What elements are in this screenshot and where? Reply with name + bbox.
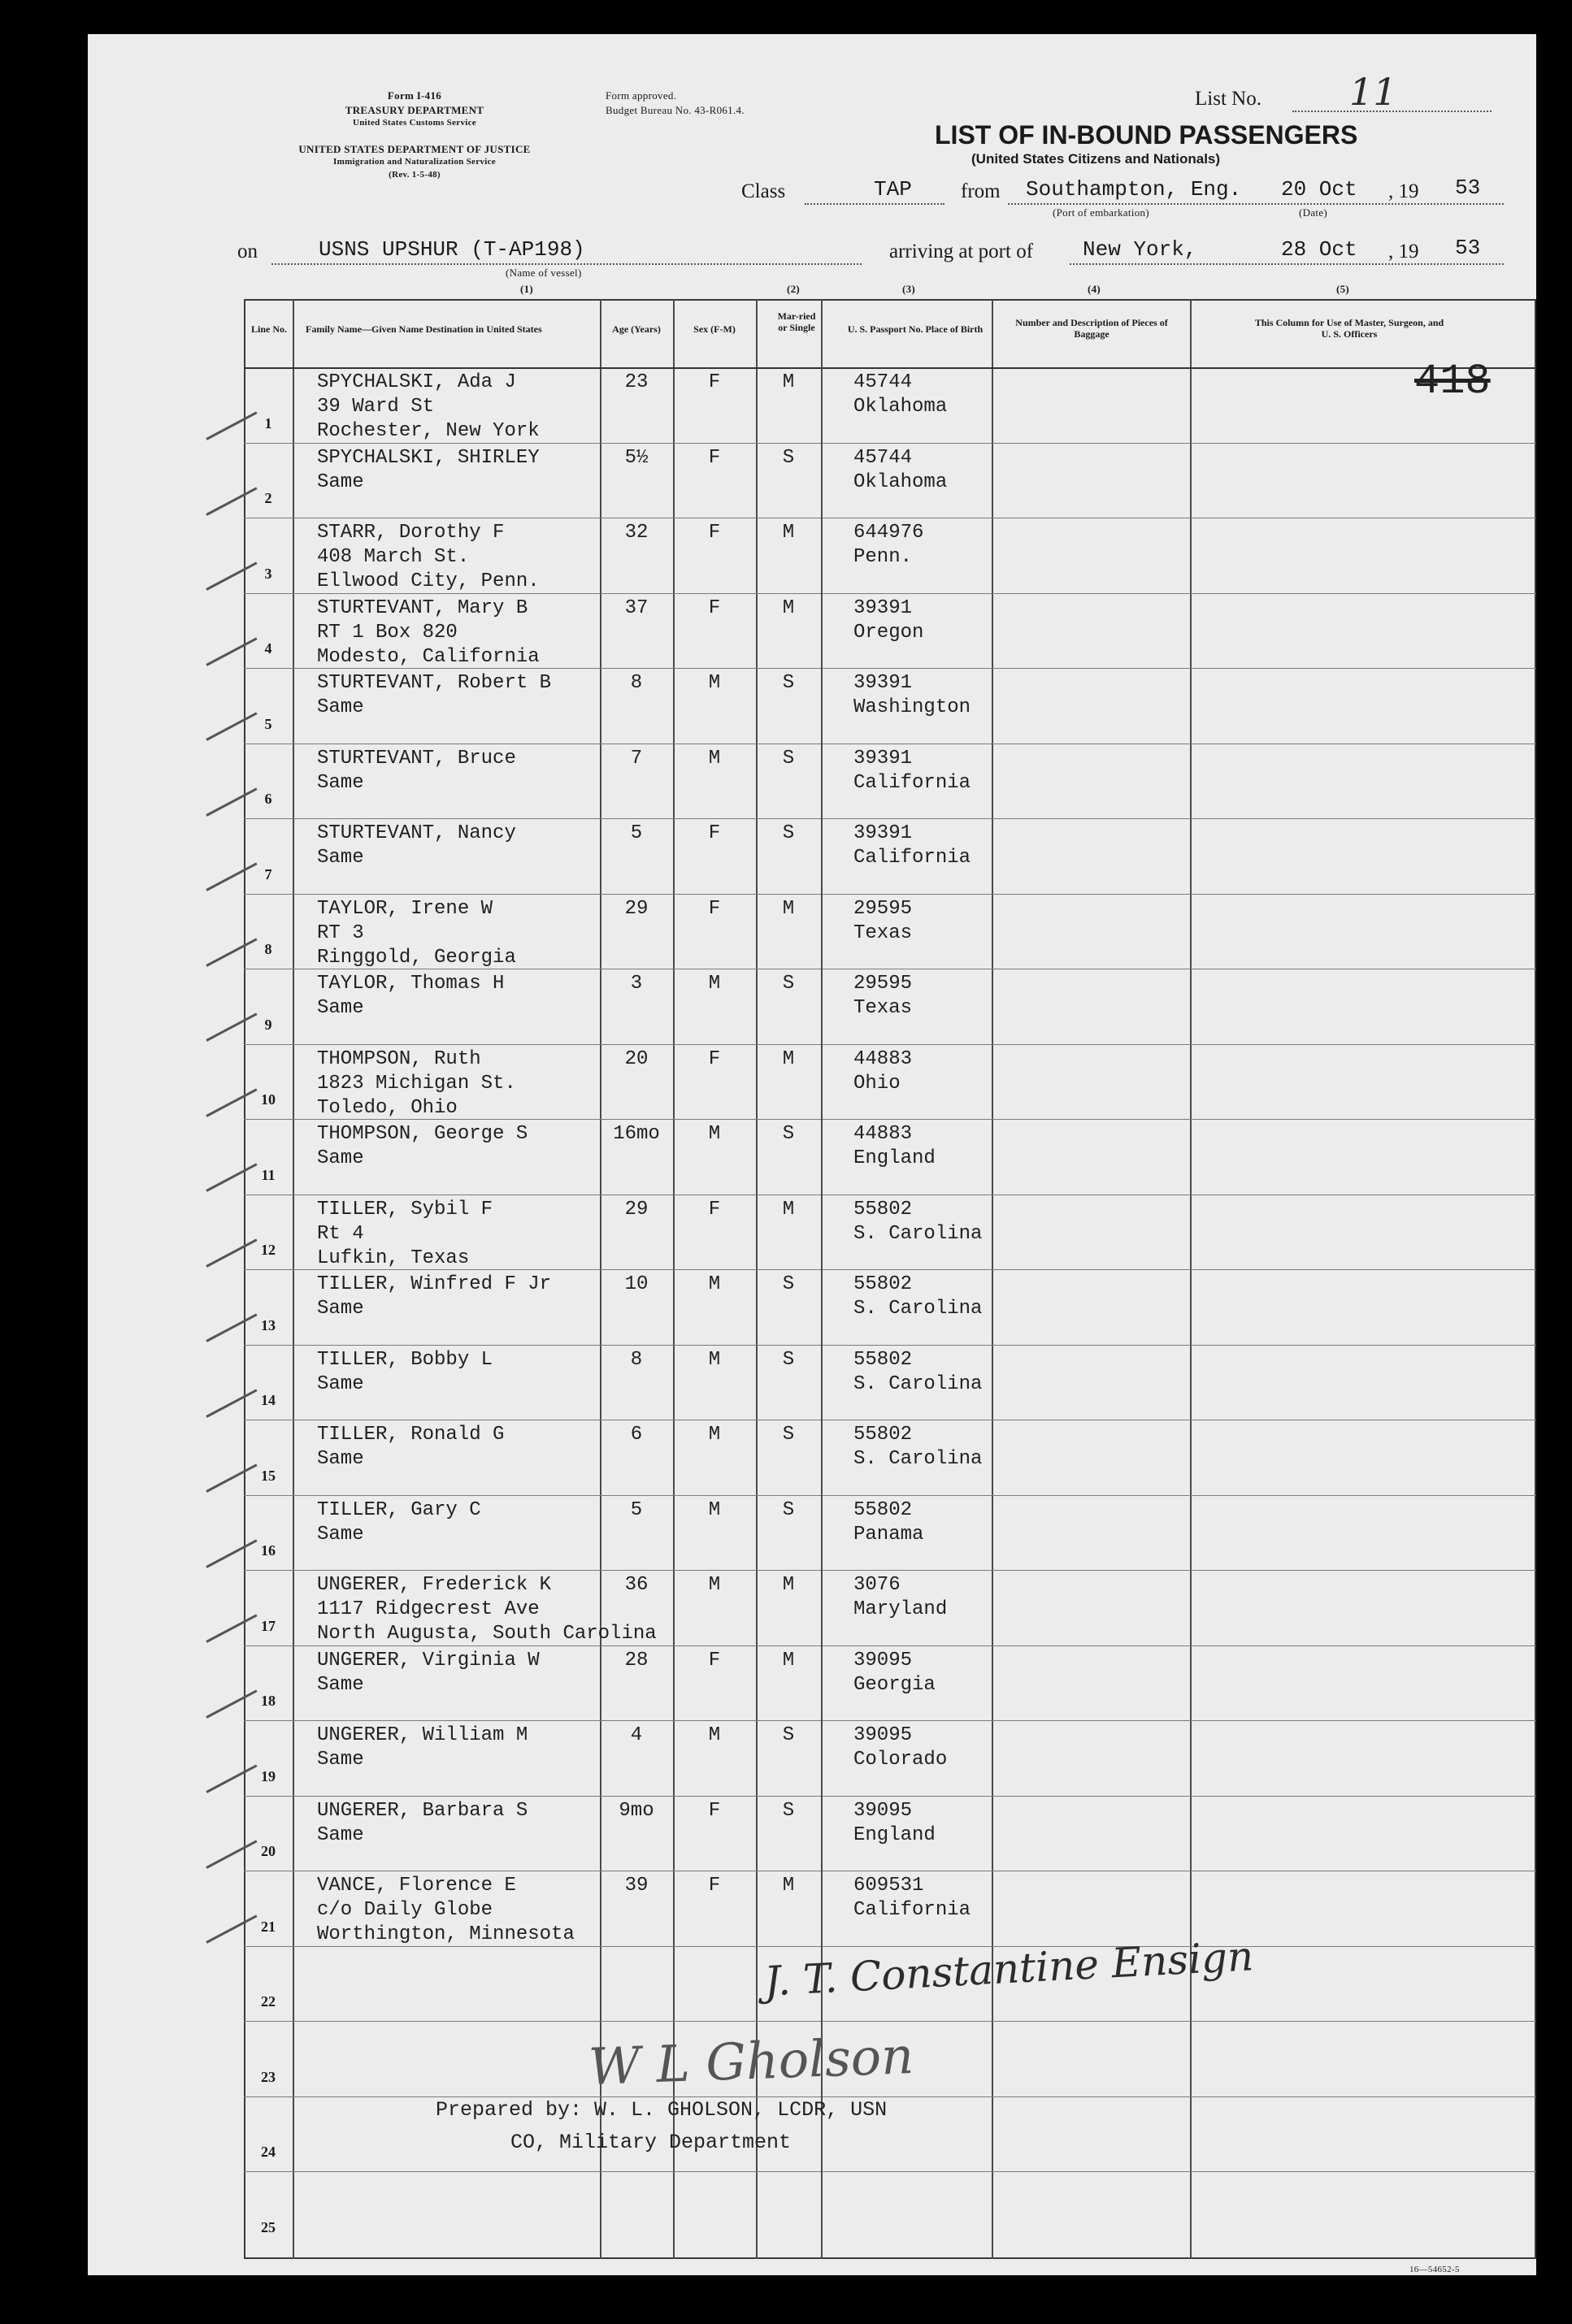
destination-line: Same — [317, 1448, 364, 1470]
destination-line: Same — [317, 1524, 364, 1546]
header-officers: This Column for Use of Master, Surgeon, and U. S. Officers — [1254, 317, 1444, 340]
on-label: on — [237, 241, 258, 262]
age-value: 10 — [624, 1273, 649, 1295]
line-number: 8 — [264, 941, 272, 957]
passenger-row — [244, 1498, 1536, 1574]
marital-status: M — [782, 1650, 795, 1671]
customs-label: United States Customs Service — [353, 118, 476, 128]
marital-status: S — [782, 1800, 795, 1822]
passenger-row — [244, 521, 1536, 596]
sex-value: F — [708, 447, 721, 469]
sex-value: M — [708, 1273, 721, 1295]
destination-line: Toledo, Ohio — [317, 1097, 458, 1119]
signature-gholson: W L Gholson — [587, 2026, 915, 2096]
passenger-row — [244, 1423, 1536, 1498]
passenger-name: THOMPSON, Ruth — [317, 1048, 481, 1070]
passenger-name: STURTEVANT, Nancy — [317, 822, 516, 844]
passenger-name: UNGERER, William M — [317, 1724, 528, 1746]
line-number: 10 — [261, 1091, 276, 1108]
passenger-name: TILLER, Ronald G — [317, 1424, 505, 1446]
sex-value: F — [708, 1800, 721, 1822]
birth-place: Colorado — [853, 1749, 948, 1771]
passport-number: 609531 — [853, 1875, 924, 1897]
sex-value: M — [708, 1499, 721, 1521]
birth-place: Penn. — [853, 546, 913, 568]
destination-line: Ringgold, Georgia — [317, 947, 516, 969]
sex-value: F — [708, 597, 721, 619]
destination-line: Same — [317, 1674, 364, 1696]
page-subtitle: (United States Citizens and Nationals) — [971, 151, 1221, 167]
passenger-row — [244, 446, 1536, 522]
embark-year-prefix: , 19 — [1388, 180, 1419, 202]
destination-line: 1117 Ridgecrest Ave — [317, 1598, 540, 1620]
marital-status: M — [782, 371, 795, 393]
age-value: 23 — [624, 371, 649, 393]
marital-status: M — [782, 1199, 795, 1221]
age-value: 6 — [630, 1424, 643, 1446]
age-value: 8 — [630, 1349, 643, 1371]
revision-label: (Rev. 1-5-48) — [389, 170, 441, 180]
birth-place: England — [853, 1147, 936, 1169]
class-underline — [805, 203, 945, 205]
age-value: 39 — [624, 1875, 649, 1897]
row-divider — [244, 2171, 1536, 2172]
arrival-year-prefix: , 19 — [1388, 241, 1419, 262]
destination-line: Worthington, Minnesota — [317, 1923, 575, 1945]
from-underline — [1008, 203, 1504, 205]
passenger-row — [244, 1649, 1536, 1724]
age-value: 16mo — [613, 1123, 660, 1145]
age-value: 7 — [630, 748, 643, 770]
passenger-row — [244, 371, 1536, 446]
col-num-2: (2) — [787, 283, 801, 295]
prepared-by: Prepared by: W. L. GHOLSON, LCDR, USN — [436, 2098, 888, 2122]
passenger-row — [244, 1723, 1536, 1799]
passport-number: 39095 — [853, 1724, 913, 1746]
birth-place: S. Carolina — [853, 1448, 983, 1470]
form-approved: Form approved. — [606, 89, 677, 102]
age-value: 8 — [630, 672, 643, 694]
passport-number: 44883 — [853, 1123, 913, 1145]
birth-place: California — [853, 1899, 971, 1921]
birth-place: S. Carolina — [853, 1223, 983, 1245]
birth-place: S. Carolina — [853, 1373, 983, 1395]
birth-place: Georgia — [853, 1674, 936, 1696]
line-number: 22 — [261, 1993, 276, 2010]
line-number: 3 — [264, 566, 272, 582]
age-value: 9mo — [619, 1800, 654, 1822]
destination-line: Ellwood City, Penn. — [317, 570, 540, 592]
passport-number: 3076 — [853, 1574, 901, 1596]
passenger-name: STURTEVANT, Robert B — [317, 672, 552, 694]
passport-number: 39391 — [853, 822, 913, 844]
passenger-name: UNGERER, Virginia W — [317, 1650, 540, 1671]
passenger-row — [244, 1273, 1536, 1348]
sex-value: M — [708, 1349, 721, 1371]
from-label: from — [961, 180, 1001, 202]
destination-line: Rochester, New York — [317, 420, 540, 442]
passenger-row — [244, 596, 1536, 672]
destination-line: Lufkin, Texas — [317, 1247, 470, 1269]
sex-value: F — [708, 1875, 721, 1897]
birth-place: Oklahoma — [853, 396, 948, 418]
officer-mark: 418 — [1414, 358, 1491, 405]
marital-status: M — [782, 1574, 795, 1596]
destination-line: North Augusta, South Carolina — [317, 1623, 657, 1645]
destination-line: Same — [317, 1749, 364, 1771]
passenger-row — [244, 1799, 1536, 1875]
passenger-name: UNGERER, Frederick K — [317, 1574, 552, 1596]
age-value: 32 — [624, 522, 649, 544]
passenger-name: STURTEVANT, Mary B — [317, 597, 528, 619]
passenger-name: SPYCHALSKI, Ada J — [317, 371, 516, 393]
passport-number: 29595 — [853, 898, 913, 920]
form-number: Form I-416 — [387, 89, 442, 102]
birth-place: Ohio — [853, 1073, 901, 1095]
arriving-label: arriving at port of — [889, 241, 1034, 262]
passenger-name: THOMPSON, George S — [317, 1123, 528, 1145]
col-num-3: (3) — [902, 283, 916, 295]
birth-place: Washington — [853, 696, 971, 718]
line-number: 24 — [261, 2144, 276, 2160]
date-note: (Date) — [1299, 206, 1327, 219]
sex-value: M — [708, 748, 721, 770]
list-no-label: List No. — [1195, 88, 1262, 110]
destination-line: Same — [317, 997, 364, 1019]
arrival-year: 53 — [1455, 236, 1481, 260]
arrival-date: 28 Oct — [1281, 237, 1357, 262]
marital-status: M — [782, 597, 795, 619]
destination-line: Same — [317, 471, 364, 493]
page-title: LIST OF IN-BOUND PASSENGERS — [935, 120, 1358, 150]
marital-status: S — [782, 1724, 795, 1746]
marital-status: S — [782, 1499, 795, 1521]
marital-status: S — [782, 1424, 795, 1446]
marital-status: S — [782, 822, 795, 844]
age-value: 37 — [624, 597, 649, 619]
passenger-row — [244, 1874, 1536, 1949]
destination-line: 1823 Michigan St. — [317, 1073, 516, 1095]
vessel-underline — [271, 263, 862, 265]
prepared-dept: CO, Military Department — [510, 2131, 792, 2154]
age-value: 20 — [624, 1048, 649, 1070]
passport-number: 39095 — [853, 1650, 913, 1671]
birth-place: California — [853, 847, 971, 869]
arrival-underline — [1070, 263, 1504, 265]
passenger-name: SPYCHALSKI, SHIRLEY — [317, 447, 540, 469]
sex-value: F — [708, 1650, 721, 1671]
passenger-name: TILLER, Bobby L — [317, 1349, 493, 1371]
marital-status: M — [782, 522, 795, 544]
passport-number: 44883 — [853, 1048, 913, 1070]
embark-date: 20 Oct — [1281, 177, 1357, 202]
birth-place: England — [853, 1824, 936, 1846]
passenger-row — [244, 822, 1536, 897]
age-value: 5½ — [624, 447, 649, 469]
passenger-name: TILLER, Sybil F — [317, 1199, 493, 1221]
marital-status: S — [782, 973, 795, 995]
age-value: 5 — [630, 1499, 643, 1521]
destination-line: Same — [317, 696, 364, 718]
passenger-name: TILLER, Gary C — [317, 1499, 481, 1521]
port-note: (Port of embarkation) — [1053, 206, 1149, 219]
sex-value: F — [708, 1199, 721, 1221]
col-num-1: (1) — [520, 283, 534, 295]
destination-line: RT 1 Box 820 — [317, 622, 458, 644]
line-number: 4 — [264, 640, 272, 657]
col-num-4: (4) — [1088, 283, 1101, 295]
passport-number: 39391 — [853, 748, 913, 770]
marital-status: S — [782, 1273, 795, 1295]
passenger-row — [244, 1047, 1536, 1123]
age-value: 28 — [624, 1650, 649, 1671]
birth-place: Oklahoma — [853, 471, 948, 493]
sex-value: M — [708, 1574, 721, 1596]
vessel-name: USNS UPSHUR (T-AP198) — [319, 237, 585, 262]
birth-place: California — [853, 772, 971, 794]
passport-number: 55802 — [853, 1273, 913, 1295]
age-value: 3 — [630, 973, 643, 995]
marital-status: M — [782, 1048, 795, 1070]
destination-line: Rt 4 — [317, 1223, 364, 1245]
line-number: 14 — [261, 1392, 276, 1408]
age-value: 36 — [624, 1574, 649, 1596]
line-number: 17 — [261, 1618, 276, 1634]
treasury-label: TREASURY DEPARTMENT — [345, 104, 484, 116]
marital-status: S — [782, 672, 795, 694]
destination-line: Same — [317, 1824, 364, 1846]
birth-place: Maryland — [853, 1598, 948, 1620]
passenger-row — [244, 972, 1536, 1047]
destination-line: Modesto, California — [317, 646, 540, 668]
line-number: 15 — [261, 1468, 276, 1484]
header-age: Age (Years) — [612, 323, 661, 335]
list-no-value: 11 — [1349, 70, 1397, 114]
destination-line: Same — [317, 1298, 364, 1320]
class-label: Class — [741, 180, 786, 202]
destination-line: 39 Ward St — [317, 396, 435, 418]
birth-place: S. Carolina — [853, 1298, 983, 1320]
class-value: TAP — [874, 177, 912, 202]
signature-constantine: J. T. Constantine Ensign — [762, 1932, 1255, 2005]
marital-status: S — [782, 1349, 795, 1371]
ins-label: Immigration and Naturalization Service — [333, 157, 496, 167]
passport-number: 45744 — [853, 371, 913, 393]
birth-place: Panama — [853, 1524, 924, 1546]
passport-number: 29595 — [853, 973, 913, 995]
passenger-row — [244, 1198, 1536, 1273]
sex-value: M — [708, 1424, 721, 1446]
passport-number: 39391 — [853, 597, 913, 619]
sex-value: F — [708, 371, 721, 393]
birth-place: Texas — [853, 997, 913, 1019]
marital-status: S — [782, 447, 795, 469]
passenger-name: TAYLOR, Thomas H — [317, 973, 505, 995]
doj-label: UNITED STATES DEPARTMENT OF JUSTICE — [298, 143, 531, 155]
passenger-row — [244, 1348, 1536, 1424]
header-name: Family Name—Given Name Destination in United States — [306, 323, 542, 335]
passenger-name: STARR, Dorothy F — [317, 522, 505, 544]
header-baggage: Number and Description of Pieces of Baggage — [1015, 317, 1168, 340]
line-number: 16 — [261, 1542, 276, 1559]
passport-number: 55802 — [853, 1199, 913, 1221]
sex-value: F — [708, 822, 721, 844]
passport-number: 39095 — [853, 1800, 913, 1822]
marital-status: S — [782, 748, 795, 770]
budget-bureau: Budget Bureau No. 43-R061.4. — [606, 104, 745, 116]
passenger-row — [244, 1573, 1536, 1649]
line-number: 23 — [261, 2069, 276, 2085]
line-number: 6 — [264, 791, 272, 807]
passport-number: 55802 — [853, 1349, 913, 1371]
passenger-row — [244, 897, 1536, 973]
destination-line: Same — [317, 772, 364, 794]
col-num-5: (5) — [1336, 283, 1350, 295]
passenger-name: UNGERER, Barbara S — [317, 1800, 528, 1822]
header-passport: U. S. Passport No. Place of Birth — [847, 323, 984, 335]
line-number: 7 — [264, 866, 272, 882]
marital-status: M — [782, 898, 795, 920]
destination-line: Same — [317, 847, 364, 869]
destination-line: Same — [317, 1373, 364, 1395]
line-number: 9 — [264, 1017, 272, 1033]
line-number: 5 — [264, 716, 272, 732]
age-value: 29 — [624, 898, 649, 920]
birth-place: Oregon — [853, 622, 924, 644]
row-divider — [244, 2021, 1536, 2022]
row-divider — [244, 2096, 1536, 2097]
sex-value: M — [708, 1724, 721, 1746]
line-number: 25 — [261, 2219, 276, 2235]
birth-place: Texas — [853, 922, 913, 944]
line-number: 1 — [264, 415, 272, 431]
age-value: 29 — [624, 1199, 649, 1221]
destination-line: Same — [317, 1147, 364, 1169]
marital-status: M — [782, 1875, 795, 1897]
line-number: 19 — [261, 1768, 276, 1784]
sex-value: M — [708, 672, 721, 694]
destination-line: 408 March St. — [317, 546, 470, 568]
line-number: 21 — [261, 1919, 276, 1935]
embark-port: Southampton, Eng. — [1026, 177, 1242, 202]
vessel-note: (Name of vessel) — [506, 267, 582, 279]
age-value: 5 — [630, 822, 643, 844]
embark-year: 53 — [1455, 176, 1481, 200]
passenger-row — [244, 671, 1536, 747]
line-number: 20 — [261, 1843, 276, 1859]
sex-value: F — [708, 898, 721, 920]
sex-value: F — [708, 1048, 721, 1070]
sex-value: F — [708, 522, 721, 544]
passport-number: 55802 — [853, 1424, 913, 1446]
age-value: 4 — [630, 1724, 643, 1746]
passenger-name: TAYLOR, Irene W — [317, 898, 493, 920]
line-number: 2 — [264, 490, 272, 506]
destination-line: RT 3 — [317, 922, 364, 944]
header-sex: Sex (F-M) — [693, 323, 736, 335]
passport-number: 45744 — [853, 447, 913, 469]
marital-status: S — [782, 1123, 795, 1145]
destination-line: c/o Daily Globe — [317, 1899, 493, 1921]
header-line-no: Line No. — [250, 323, 287, 335]
passenger-row — [244, 1122, 1536, 1198]
header-married: Mar-ried or Single — [777, 310, 816, 333]
passenger-name: STURTEVANT, Bruce — [317, 748, 516, 770]
arrival-port: New York, — [1083, 237, 1197, 262]
passport-number: 55802 — [853, 1499, 913, 1521]
print-code: 16—54652-5 — [1409, 2265, 1460, 2274]
line-number: 18 — [261, 1693, 276, 1709]
passenger-row — [244, 747, 1536, 822]
line-number: 11 — [261, 1167, 276, 1183]
line-number: 13 — [261, 1317, 276, 1333]
passport-number: 644976 — [853, 522, 924, 544]
sex-value: M — [708, 973, 721, 995]
line-number: 12 — [261, 1242, 276, 1258]
passenger-name: VANCE, Florence E — [317, 1875, 516, 1897]
sex-value: M — [708, 1123, 721, 1145]
passenger-name: TILLER, Winfred F Jr — [317, 1273, 552, 1295]
passport-number: 39391 — [853, 672, 913, 694]
